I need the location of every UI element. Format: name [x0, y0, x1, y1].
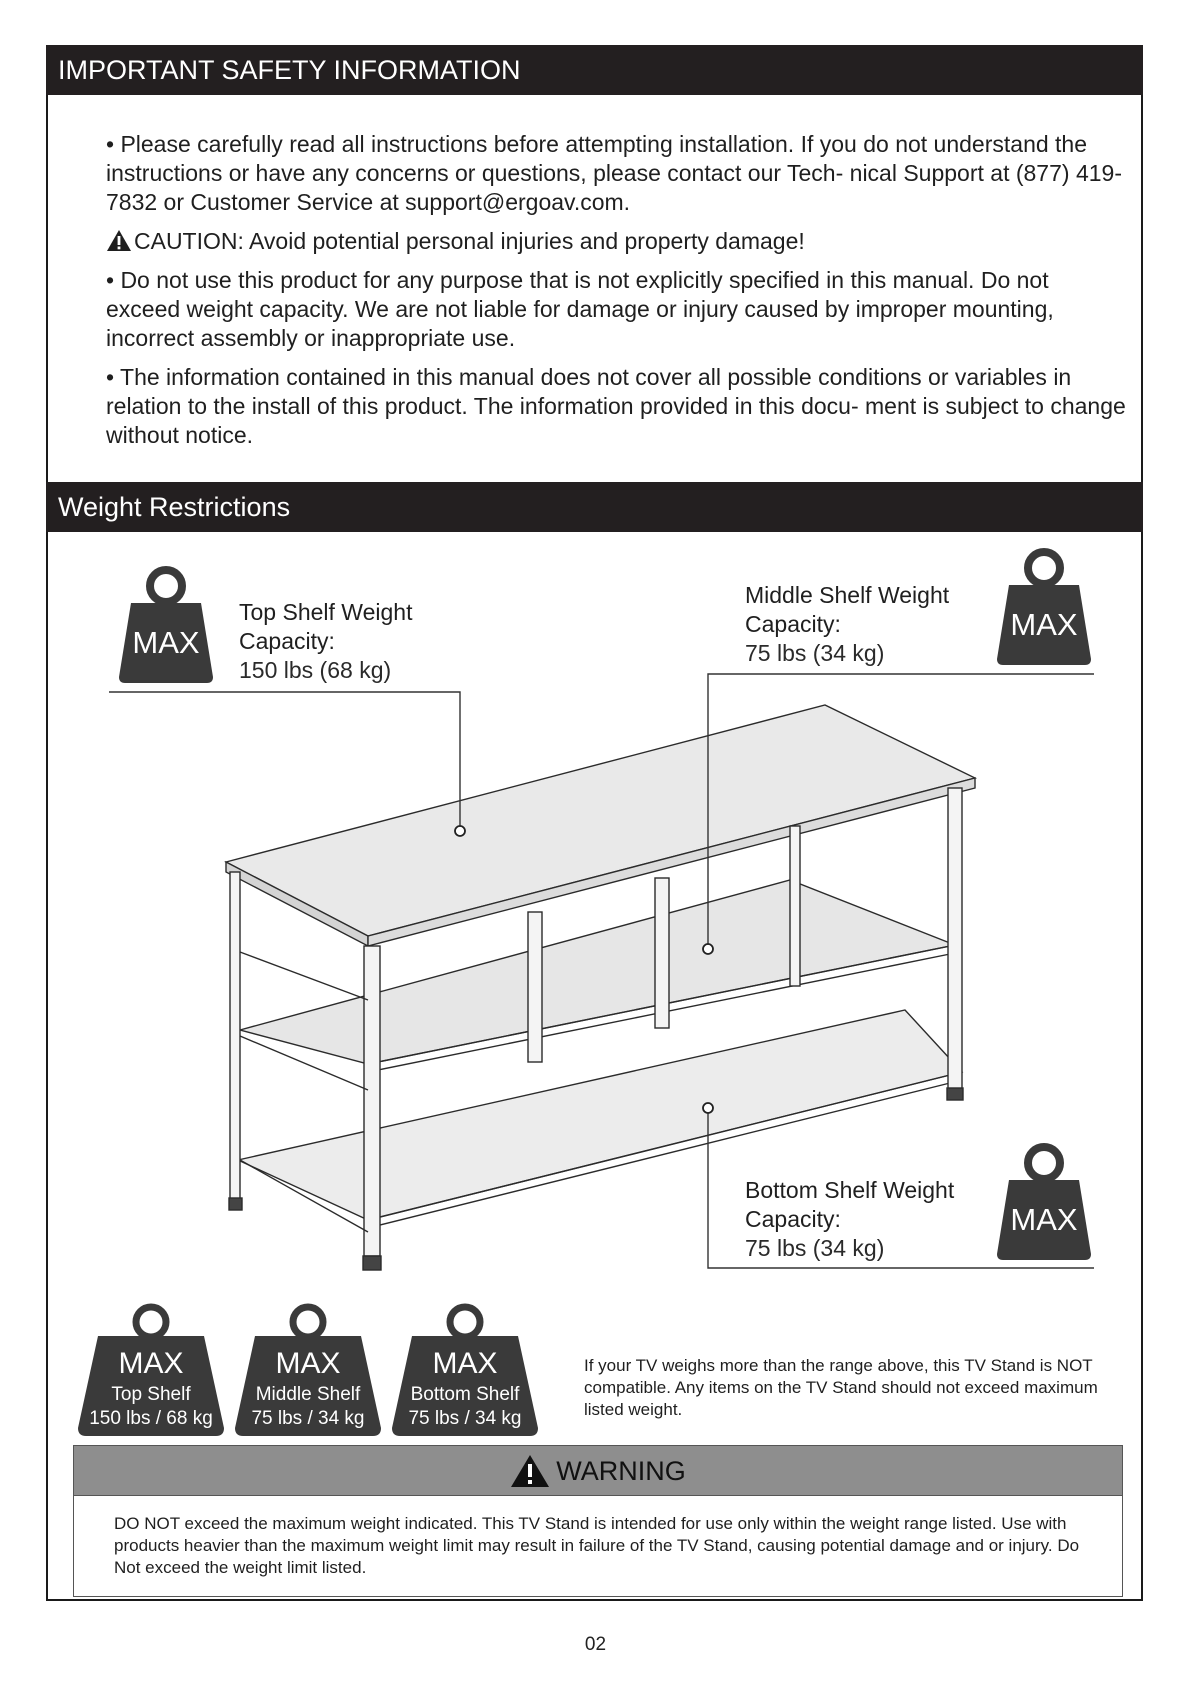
- safety-header-title: IMPORTANT SAFETY INFORMATION: [58, 55, 521, 85]
- weight-header-title: Weight Restrictions: [58, 492, 291, 522]
- badge-value: 150 lbs / 68 kg: [89, 1408, 213, 1429]
- badge-max: MAX: [118, 1347, 184, 1380]
- badge-label: Middle Shelf: [255, 1384, 361, 1405]
- top-shelf-capacity: [239, 598, 412, 685]
- middle-shelf-weight-icon: [995, 545, 1093, 667]
- bottom-shelf-title: Bottom Shelf Weight: [745, 1177, 955, 1203]
- badge-max: MAX: [275, 1347, 341, 1380]
- bottom-shelf-value: 75 lbs (34 kg): [745, 1235, 885, 1261]
- badge-value: 75 lbs / 34 kg: [408, 1408, 522, 1429]
- safety-paragraph-3: • The information contained in this manual does not cover all possible conditions or variables in relation to the install of this product. The information provided in this docu- ment is subject to change without notice.: [106, 364, 1126, 448]
- badge-label: Bottom Shelf: [410, 1384, 520, 1405]
- page-number: 02: [584, 1634, 607, 1655]
- max-label: MAX: [132, 625, 200, 660]
- top-shelf-value: 150 lbs (68 kg): [239, 657, 392, 683]
- bottom-shelf-subtitle: Capacity:: [745, 1206, 841, 1232]
- warning-icon: [510, 1454, 550, 1488]
- warning-text: DO NOT exceed the maximum weight indicated. This TV Stand is intended for use only within the weight range listed. Use with products heavier than the maximum weight limit may result in failure of the TV Stand, causing potential damage and or injury. Do Not exceed the weight limit listed.: [114, 1514, 1080, 1577]
- badge-value: 75 lbs / 34 kg: [251, 1408, 365, 1429]
- middle-shelf-capacity: [745, 581, 949, 668]
- max-label: MAX: [1010, 1202, 1078, 1237]
- weight-icon: [995, 545, 1093, 667]
- middle-shelf-value: 75 lbs (34 kg): [745, 640, 885, 666]
- middle-shelf-subtitle: Capacity:: [745, 611, 841, 637]
- badge-max: MAX: [432, 1347, 498, 1380]
- warning-header: [74, 1446, 1122, 1496]
- weight-icon: [995, 1140, 1093, 1262]
- badge-label: Top Shelf: [111, 1384, 191, 1405]
- bottom-shelf-weight-icon: [995, 1140, 1093, 1262]
- warning-title: WARNING: [556, 1456, 686, 1486]
- bottom-shelf-capacity: [745, 1176, 954, 1263]
- top-shelf-weight-icon: [117, 563, 215, 685]
- caution-text: CAUTION: Avoid potential personal injuries and property damage!: [134, 228, 805, 254]
- warning-box: [73, 1445, 1123, 1597]
- top-shelf-title: Top Shelf Weight: [239, 599, 413, 625]
- top-shelf-badge: [76, 1302, 226, 1437]
- bottom-shelf-badge: [390, 1302, 540, 1437]
- middle-shelf-title: Middle Shelf Weight: [745, 582, 950, 608]
- safety-paragraph-1: • Please carefully read all instructions before attempting installation. If you do not understand the instructions or have any concerns or questions, please contact our Tech- nical Support at (877) 419-7832 or Customer Service at support@ergoav.com.: [106, 131, 1122, 215]
- safety-paragraph-2: • Do not use this product for any purpose that is not explicitly specified in this manual. Do not exceed weight capacity. We are not liable for damage or injury caused by improper mounting, incorrect assembly or inappropriate use.: [106, 267, 1054, 351]
- middle-shelf-badge: [233, 1302, 383, 1437]
- top-shelf-subtitle: Capacity:: [239, 628, 335, 654]
- max-label: MAX: [1010, 607, 1078, 642]
- compatibility-note: If your TV weighs more than the range above, this TV Stand is NOT compatible. Any items on the TV Stand should not exceed maximum listed weight.: [584, 1356, 1098, 1419]
- weight-icon: [117, 563, 215, 685]
